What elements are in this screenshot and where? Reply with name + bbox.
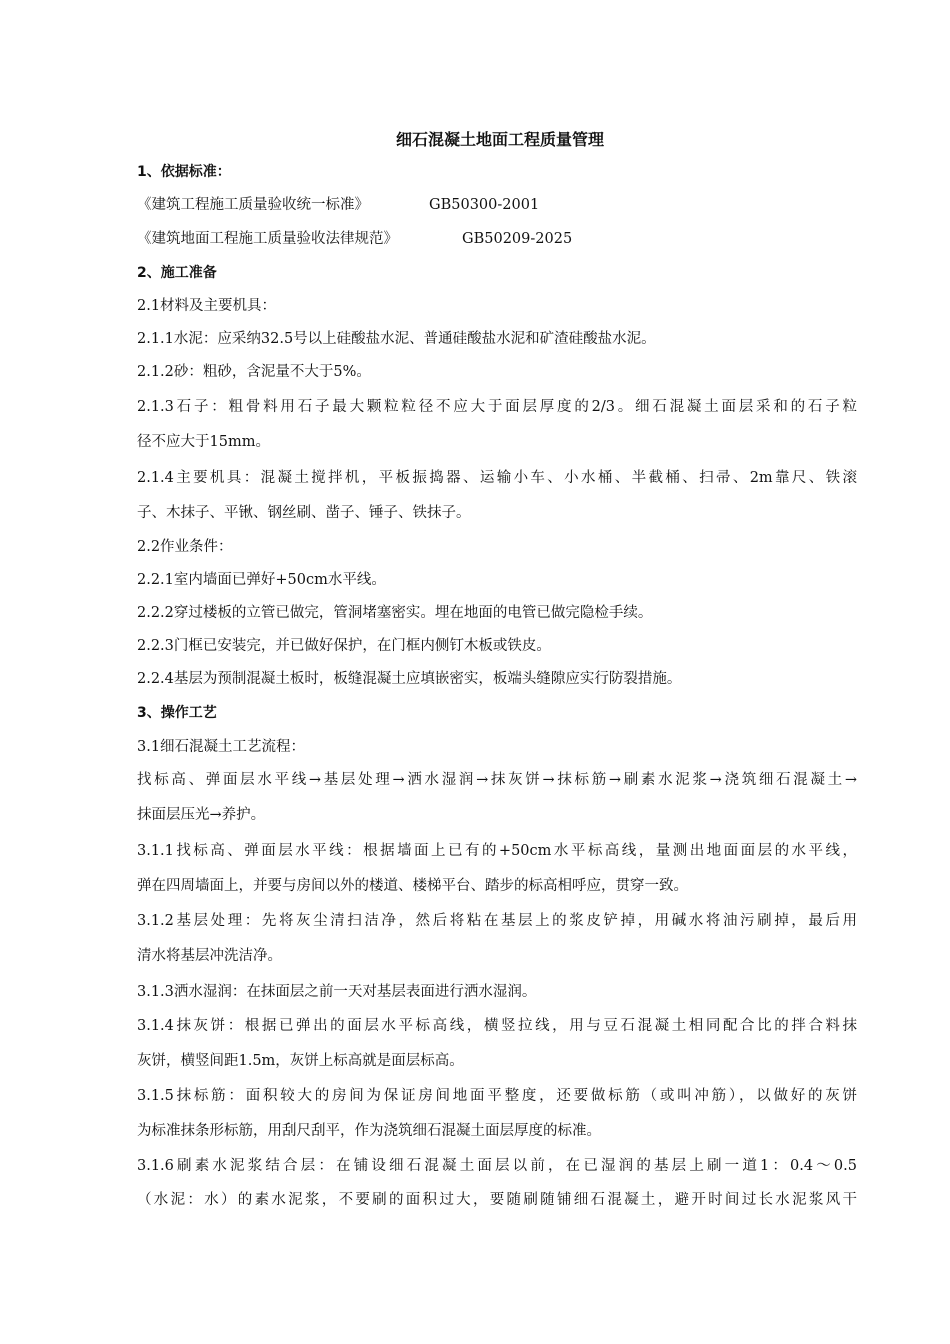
process-flow-continued: 抹面层压光→养护。 (137, 807, 266, 823)
section-heading-process: 3、操作工艺 (137, 705, 217, 721)
paragraph: 2.1.4主要机具：混凝土搅拌机，平板振捣器、运输小车、小水桶、半截桶、扫帚、2m靠尺、铁滚 (137, 470, 857, 486)
paragraph-continued: 子、木抹子、平锹、钢丝刷、凿子、锤子、铁抹子。 (137, 505, 471, 521)
paragraph: 2.1.3石子：粗骨料用石子最大颗粒粒径不应大于面层厚度的2/3。细石混凝土面层采和的石子粒 (137, 399, 857, 415)
paragraph: 3.1.6刷素水泥浆结合层：在铺设细石混凝土面层以前，在已湿润的基层上刷一道1：0.4～0.5 (137, 1158, 857, 1174)
paragraph: 2.1材料及主要机具： (137, 298, 277, 314)
paragraph-continued: 为标准抹条形标筋，用刮尺刮平，作为浇筑细石混凝土面层厚度的标准。 (137, 1123, 601, 1139)
standard-code: GB50300-2001 (429, 197, 540, 213)
paragraph-continued: 清水将基层冲洗洁净。 (137, 948, 282, 964)
standard-name: 《建筑地面工程施工质量验收法律规范》 (137, 231, 398, 247)
paragraph: 2.2.2穿过楼板的立管已做完，管洞堵塞密实。埋在地面的电管已做完隐检手续。 (137, 605, 653, 621)
section-heading-basis: 1、依据标准： (137, 164, 231, 180)
paragraph: 3.1.5抹标筋：面积较大的房间为保证房间地面平整度，还要做标筋（或叫冲筋），以做好的灰饼 (137, 1088, 857, 1104)
paragraph: 2.1.1水泥：应采纳32.5号以上硅酸盐水泥、普通硅酸盐水泥和矿渣硅酸盐水泥。 (137, 331, 656, 347)
paragraph-continued: 弹在四周墙面上，并要与房间以外的楼道、楼梯平台、踏步的标高相呼应，贯穿一致。 (137, 878, 688, 894)
paragraph-continued: （水泥：水）的素水泥浆，不要刷的面积过大，要随刷随铺细石混凝土，避开时间过长水泥浆风干 (137, 1192, 857, 1208)
paragraph: 2.2作业条件： (137, 539, 233, 555)
paragraph: 3.1.2基层处理：先将灰尘清扫洁净，然后将粘在基层上的浆皮铲掉，用碱水将油污刷掉，最后用 (137, 913, 857, 929)
paragraph: 2.2.1室内墙面已弹好+50cm水平线。 (137, 572, 386, 588)
document-title: 细石混凝土地面工程质量管理 (395, 130, 604, 149)
paragraph: 3.1.4抹灰饼：根据已弹出的面层水平标高线，横竖拉线，用与豆石混凝土相同配合比的拌合料抹 (137, 1018, 857, 1034)
paragraph-continued: 径不应大于15mm。 (137, 434, 270, 450)
paragraph-continued: 灰饼，横竖间距1.5m，灰饼上标高就是面层标高。 (137, 1053, 464, 1069)
paragraph: 2.2.4基层为预制混凝土板时，板缝混凝土应填嵌密实，板端头缝隙应实行防裂措施。 (137, 671, 682, 687)
paragraph: 3.1细石混凝土工艺流程： (137, 739, 306, 755)
standard-item-2 (137, 229, 877, 249)
process-flow: 找标高、弹面层水平线→基层处理→洒水湿润→抹灰饼→抹标筋→刷素水泥浆→浇筑细石混凝土→ (137, 772, 857, 788)
paragraph: 2.2.3门框已安装完，并已做好保护，在门框内侧钉木板或铁皮。 (137, 638, 551, 654)
paragraph: 2.1.2砂：粗砂，含泥量不大于5%。 (137, 364, 371, 380)
standard-code: GB50209-2025 (462, 231, 573, 247)
standard-item-1 (137, 195, 877, 215)
paragraph: 3.1.3洒水湿润：在抹面层之前一天对基层表面进行洒水湿润。 (137, 984, 537, 1000)
section-heading-preparation: 2、施工准备 (137, 265, 217, 281)
paragraph: 3.1.1找标高、弹面层水平线：根据墙面上已有的+50cm水平标高线，量测出地面面层的水平线， (137, 843, 857, 859)
standard-name: 《建筑工程施工质量验收统一标准》 (137, 197, 369, 213)
